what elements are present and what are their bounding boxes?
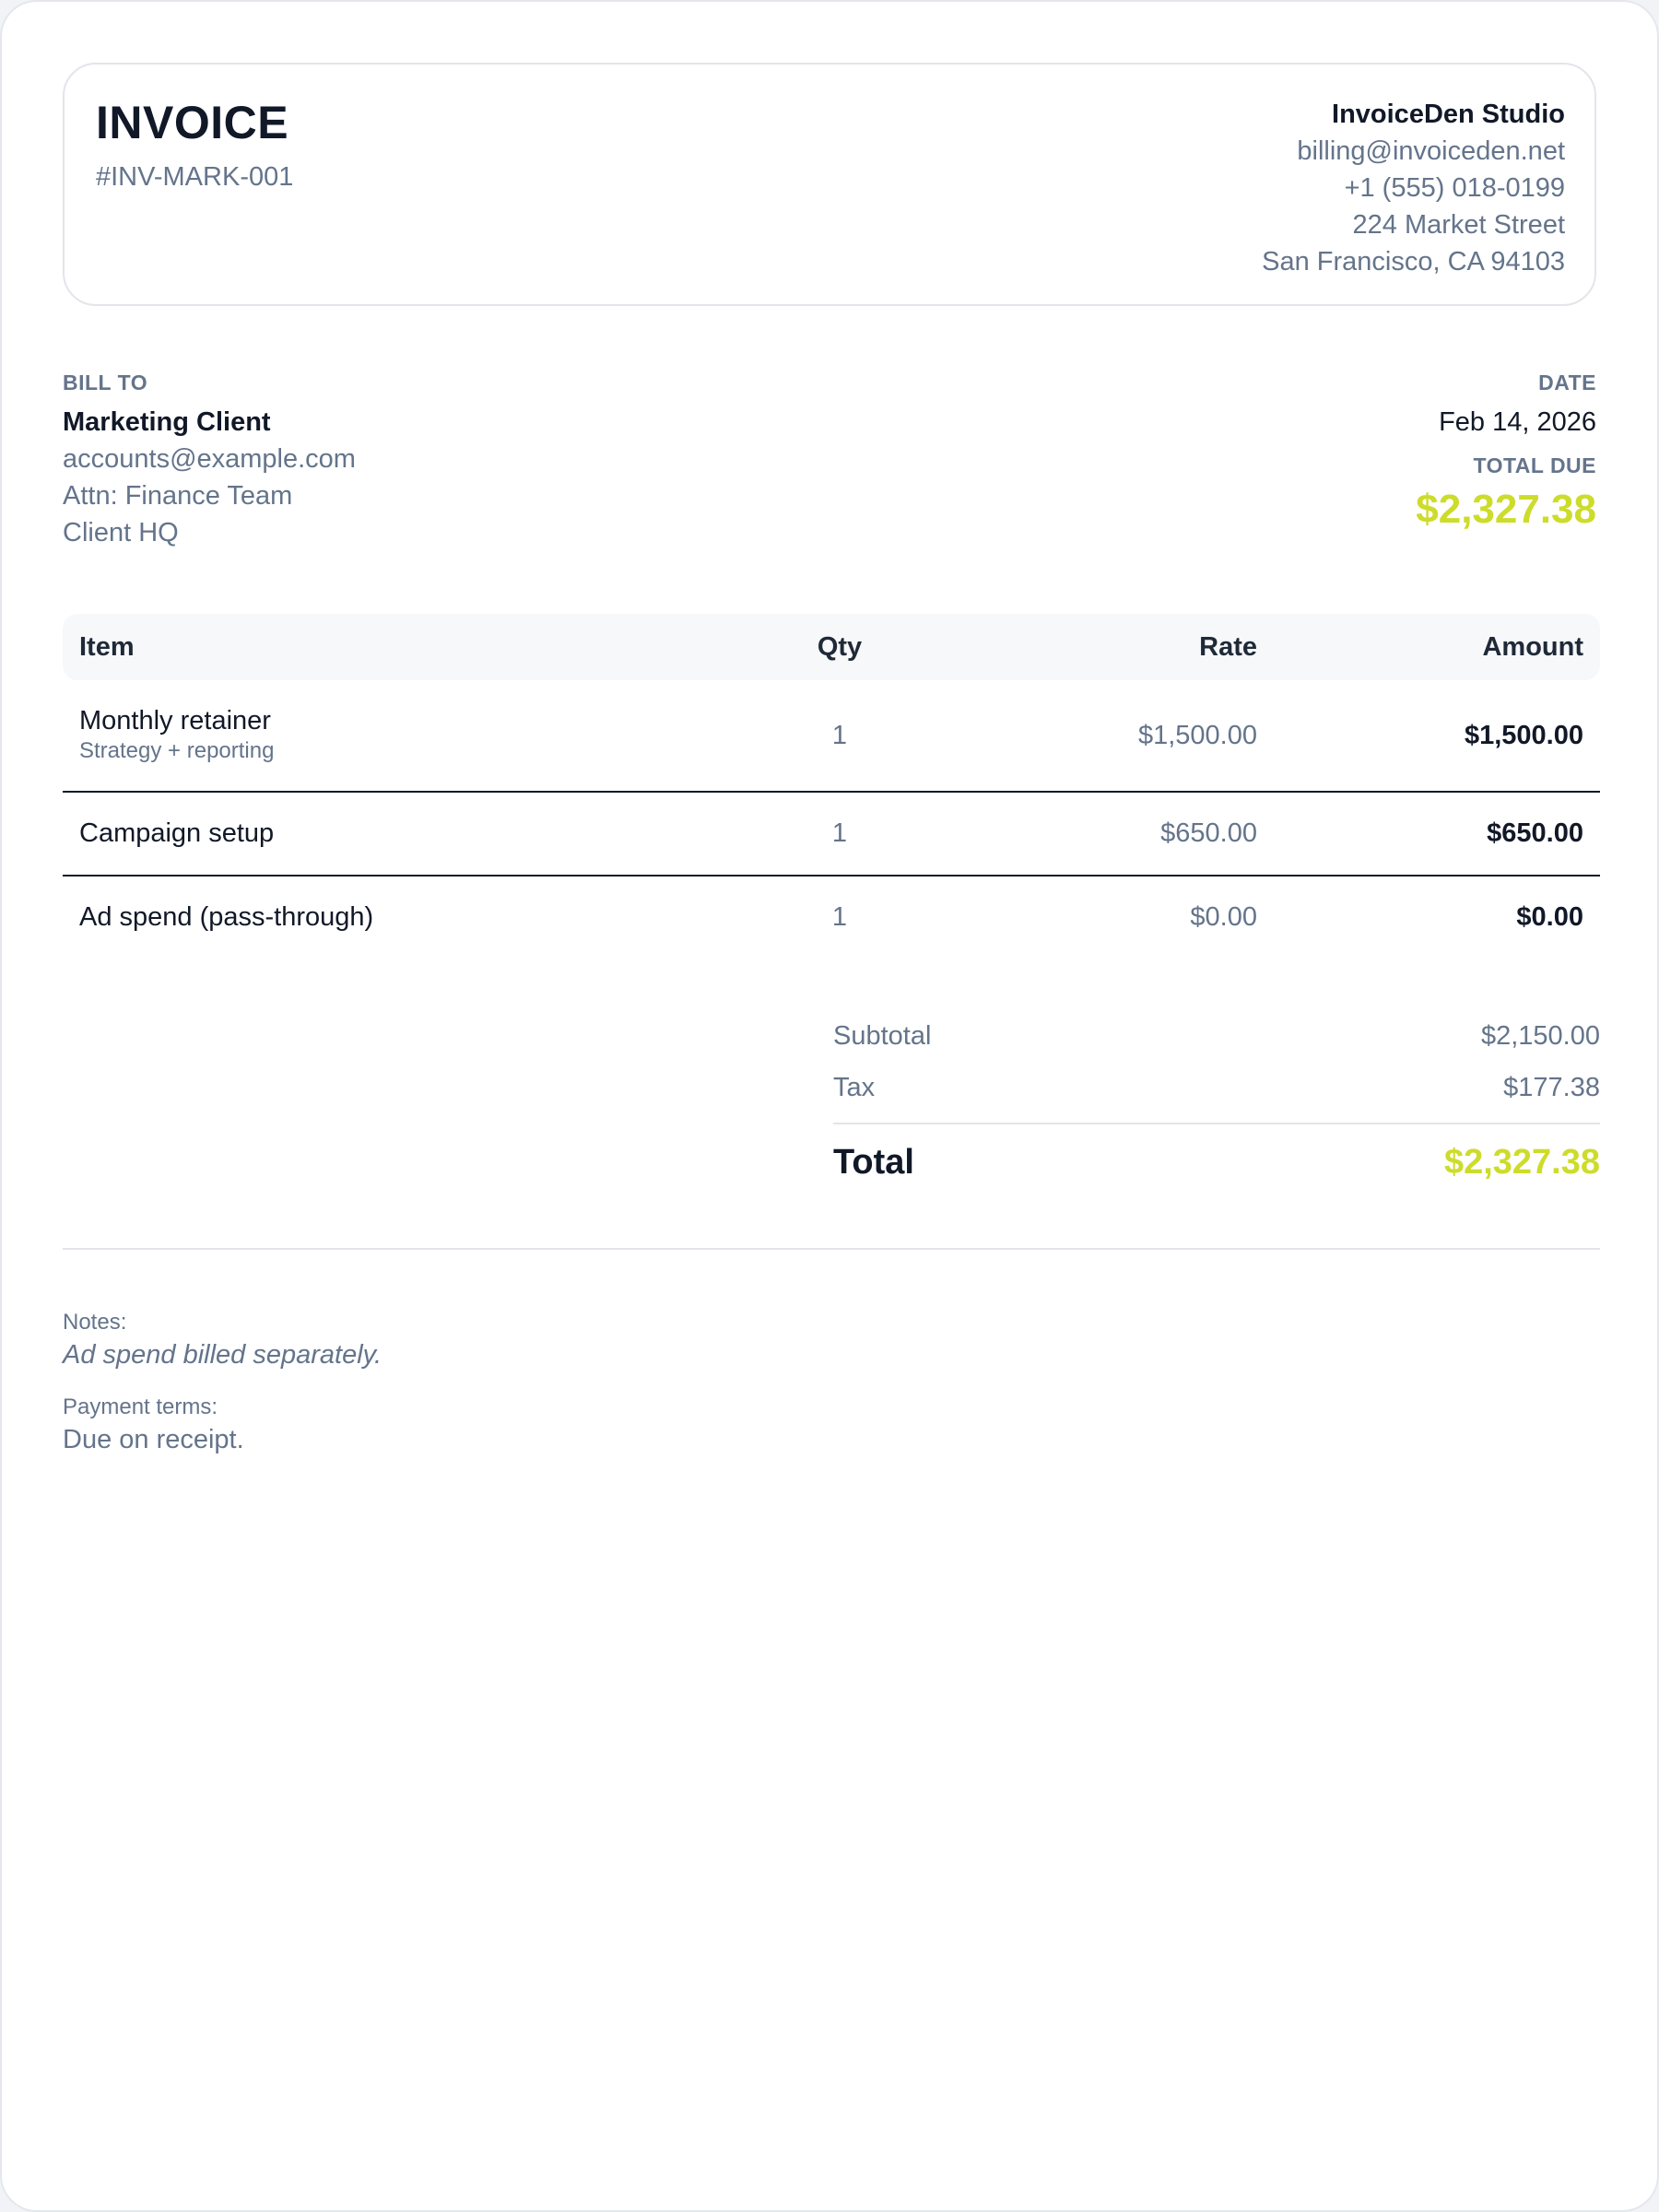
- invoice-title: INVOICE: [96, 97, 289, 148]
- row-qty: 1: [831, 818, 848, 848]
- row-amount: $0.00: [1516, 902, 1583, 932]
- company-email[interactable]: billing@invoiceden.net: [1297, 136, 1565, 166]
- company-name: InvoiceDen Studio: [1332, 100, 1565, 129]
- bill-to-section: [63, 369, 356, 551]
- row-amount: $1,500.00: [1464, 721, 1583, 750]
- header-item: Item: [79, 632, 135, 662]
- header-rate: Rate: [1199, 632, 1257, 662]
- company-address-line2: San Francisco, CA 94103: [1262, 247, 1565, 276]
- date-label: DATE: [1538, 371, 1596, 394]
- table-row: [63, 793, 1600, 877]
- bill-to-label: BILL TO: [63, 371, 148, 394]
- table-row: [63, 680, 1600, 793]
- totals-section: [833, 1014, 1600, 1198]
- total-due-label: TOTAL DUE: [1473, 453, 1596, 477]
- row-rate: $1,500.00: [1137, 721, 1257, 750]
- company-phone: +1 (555) 018-0199: [1344, 173, 1565, 203]
- notes-label: Notes:: [63, 1310, 127, 1335]
- invoice-date: Feb 14, 2026: [1439, 407, 1596, 437]
- client-attn: Attn: Finance Team: [63, 481, 293, 511]
- row-qty: 1: [831, 902, 848, 932]
- row-rate: $650.00: [1160, 818, 1257, 848]
- grand-total-row: [833, 1124, 1600, 1198]
- tax-row: [833, 1065, 1600, 1117]
- company-address-line1: 224 Market Street: [1352, 210, 1565, 240]
- subtotal-row: [833, 1014, 1600, 1065]
- client-name: Marketing Client: [63, 407, 271, 437]
- tax-label: Tax: [833, 1073, 876, 1102]
- table-header: [63, 614, 1600, 680]
- total-value: $2,327.38: [1443, 1143, 1600, 1182]
- table-row: [63, 877, 1600, 959]
- section-divider: [63, 1248, 1600, 1250]
- row-item-name: Ad spend (pass-through): [79, 902, 374, 932]
- payment-terms-text: Due on receipt.: [63, 1425, 244, 1454]
- row-amount: $650.00: [1487, 818, 1583, 848]
- row-item-cell: [79, 704, 274, 765]
- invoice-header-card: [63, 63, 1596, 306]
- row-item-description: Strategy + reporting: [79, 738, 275, 763]
- row-item-name: Monthly retainer: [79, 706, 271, 735]
- subtotal-label: Subtotal: [833, 1021, 932, 1051]
- total-due-amount: $2,327.38: [1416, 487, 1596, 532]
- line-items-table: [63, 614, 1600, 959]
- header-amount: Amount: [1482, 632, 1583, 662]
- payment-terms-label: Payment terms:: [63, 1394, 218, 1419]
- client-location: Client HQ: [63, 518, 179, 547]
- header-qty: Qty: [817, 632, 863, 662]
- row-qty: 1: [831, 721, 848, 750]
- invoice-number: #INV-MARK-001: [96, 162, 294, 192]
- notes-text: Ad spend billed separately.: [63, 1340, 382, 1370]
- invoice-meta: [1416, 369, 1596, 536]
- client-email[interactable]: accounts@example.com: [63, 444, 356, 474]
- total-label: Total: [833, 1143, 914, 1182]
- row-rate: $0.00: [1190, 902, 1257, 932]
- row-item-name: Campaign setup: [79, 818, 275, 848]
- tax-value: $177.38: [1503, 1073, 1600, 1102]
- company-info: [1262, 96, 1565, 280]
- subtotal-value: $2,150.00: [1480, 1021, 1600, 1051]
- notes-section: [63, 1309, 382, 1458]
